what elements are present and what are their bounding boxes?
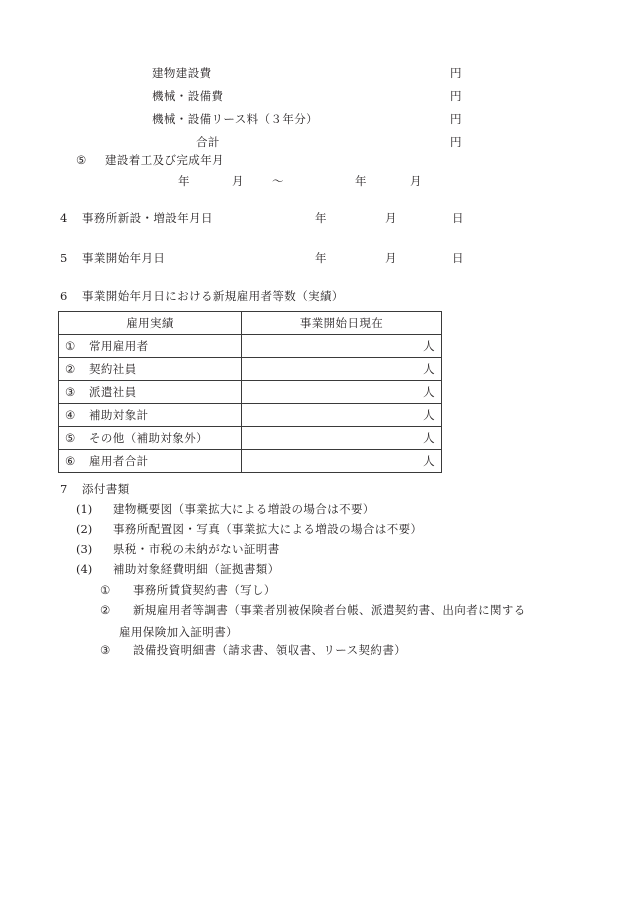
- cost-label-lease: 機械・設備リース料（３年分）: [152, 112, 319, 126]
- cost-row-equipment: [0, 91, 630, 114]
- row-unit: 人: [423, 454, 435, 468]
- attachment-subitem-marker-3: ③: [100, 643, 111, 657]
- attachment-marker-3: (3): [76, 542, 93, 556]
- table-row-subsidy-total: [59, 404, 442, 427]
- table-row: [59, 427, 442, 450]
- header-cell-employment-results: 雇用実績: [59, 312, 242, 335]
- section-5-day-field[interactable]: 日: [452, 251, 464, 265]
- attachment-subitem-2-continuation: 雇用保険加入証明書）: [119, 625, 238, 639]
- section-4-number: 4: [60, 211, 68, 225]
- section-4-day-field[interactable]: 日: [452, 211, 464, 225]
- cost-row-building: [0, 68, 630, 91]
- row-marker: ③: [65, 385, 76, 399]
- attachment-subitem-2-continuation-line: [119, 625, 238, 639]
- cost-label-building: 建物建設費: [152, 66, 212, 80]
- subsection-label: 建設着工及び完成年月: [105, 153, 224, 167]
- construction-end-year-field[interactable]: 年: [355, 174, 367, 188]
- construction-end-month-field[interactable]: 月: [410, 174, 422, 188]
- attachment-subitem-text-3: 設備投資明細書（請求書、領収書、リース契約書）: [133, 643, 407, 657]
- range-tilde: 〜: [272, 174, 284, 188]
- row-label-contract-employee: [59, 358, 242, 381]
- row-marker: ②: [65, 362, 76, 376]
- table-row: [59, 450, 442, 473]
- table-row: [59, 358, 442, 381]
- section-6-number: 6: [60, 289, 68, 303]
- section-5-month-field[interactable]: 月: [385, 251, 397, 265]
- attachment-text-4: 補助対象経費明細（証拠書類）: [113, 562, 280, 576]
- attachment-text-3: 県税・市税の未納がない証明書: [113, 542, 280, 556]
- row-label-subsidy-total: [59, 404, 242, 427]
- attachment-subitem-marker-2: ②: [100, 603, 111, 617]
- row-value-contract-employee[interactable]: [242, 358, 442, 381]
- construction-start-month-field[interactable]: 月: [232, 174, 244, 188]
- section-6-label: 事業開始年月日における新規雇用者等数（実績）: [82, 289, 344, 303]
- row-label-text: 雇用者合計: [89, 454, 149, 468]
- section-5-number: 5: [60, 251, 68, 265]
- row-value-dispatched-employee[interactable]: [242, 381, 442, 404]
- subsection-marker: ⑤: [76, 153, 87, 167]
- cost-unit-lease: 円: [450, 112, 462, 126]
- table-row: [59, 381, 442, 404]
- row-value-employee-total[interactable]: [242, 450, 442, 473]
- attachment-subitem-marker-1: ①: [100, 583, 111, 597]
- attachment-text-1: 建物概要図（事業拡大による増設の場合は不要）: [113, 502, 375, 516]
- row-value-other[interactable]: [242, 427, 442, 450]
- row-label-text: 派遣社員: [89, 385, 137, 399]
- row-marker: ④: [65, 408, 76, 422]
- attachment-marker-1: (1): [76, 502, 93, 516]
- row-label-other: [59, 427, 242, 450]
- section-5-year-field[interactable]: 年: [315, 251, 327, 265]
- row-label-text: 補助対象計: [89, 408, 149, 422]
- row-label-regular-employee: [59, 335, 242, 358]
- section-7-number: 7: [60, 482, 68, 496]
- row-unit: 人: [423, 431, 435, 445]
- row-label-text: 契約社員: [89, 362, 137, 376]
- header-cell-business-start-current: 事業開始日現在: [242, 312, 442, 335]
- row-label-dispatched-employee: [59, 381, 242, 404]
- employment-results-table: [58, 311, 442, 473]
- row-value-regular-employee[interactable]: [242, 335, 442, 358]
- cost-unit-equipment: 円: [450, 89, 462, 103]
- row-value-subsidy-total[interactable]: [242, 404, 442, 427]
- attachment-subitem-text-1: 事務所賃貸契約書（写し）: [133, 583, 276, 597]
- row-label-employee-total: [59, 450, 242, 473]
- section-5-label: 事業開始年月日: [82, 251, 166, 265]
- row-marker: ①: [65, 339, 76, 353]
- cost-unit-building: 円: [450, 66, 462, 80]
- attachment-marker-2: (2): [76, 522, 93, 536]
- cost-label-equipment: 機械・設備費: [152, 89, 224, 103]
- section-7-label: 添付書類: [82, 482, 130, 496]
- row-label-text: その他（補助対象外）: [89, 431, 208, 445]
- row-unit: 人: [423, 385, 435, 399]
- section-4-month-field[interactable]: 月: [385, 211, 397, 225]
- cost-unit-total: 円: [450, 135, 462, 149]
- row-marker: ⑤: [65, 431, 76, 445]
- section-4-year-field[interactable]: 年: [315, 211, 327, 225]
- attachment-marker-4: (4): [76, 562, 93, 576]
- row-unit: 人: [423, 362, 435, 376]
- construction-start-year-field[interactable]: 年: [178, 174, 190, 188]
- row-marker: ⑥: [65, 454, 76, 468]
- row-unit: 人: [423, 408, 435, 422]
- cost-row-total: [0, 137, 630, 160]
- attachment-text-2: 事務所配置図・写真（事業拡大による増設の場合は不要）: [113, 522, 423, 536]
- section-4-label: 事務所新設・増設年月日: [82, 211, 213, 225]
- row-unit: 人: [423, 339, 435, 353]
- attachment-subitem-text-2: 新規雇用者等調書（事業者別被保険者台帳、派遣契約書、出向者に関する: [133, 603, 526, 617]
- cost-label-total: 合計: [196, 135, 220, 149]
- table-row: [59, 335, 442, 358]
- cost-row-lease: [0, 114, 630, 137]
- table-header-row: [59, 312, 442, 335]
- row-label-text: 常用雇用者: [89, 339, 149, 353]
